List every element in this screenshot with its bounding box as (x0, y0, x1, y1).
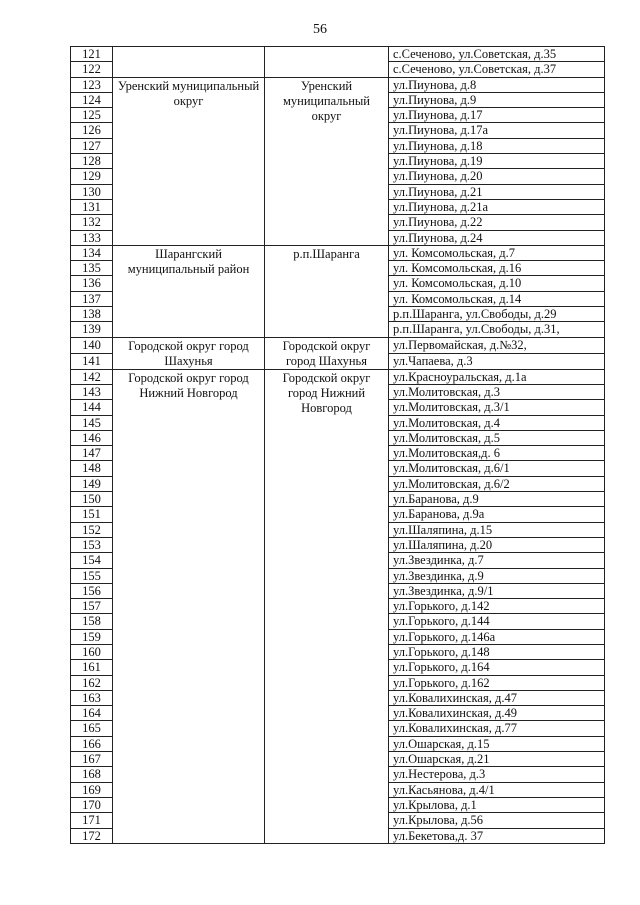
address-cell: ул.Молитовская, д.6/1 (389, 461, 605, 476)
address-cell: ул.Чапаева, д.3 (389, 353, 605, 369)
address-cell: ул.Ошарская, д.21 (389, 752, 605, 767)
address-cell: ул.Горького, д.162 (389, 675, 605, 690)
row-number: 147 (71, 446, 113, 461)
row-number: 144 (71, 400, 113, 415)
page-number: 56 (313, 22, 327, 37)
address-cell: ул.Крылова, д.1 (389, 797, 605, 812)
row-number: 136 (71, 276, 113, 291)
row-number: 123 (71, 77, 113, 92)
row-number: 160 (71, 644, 113, 659)
address-cell: ул.Пиунова, д.24 (389, 230, 605, 245)
row-number: 170 (71, 797, 113, 812)
row-number: 128 (71, 154, 113, 169)
row-number: 145 (71, 415, 113, 430)
address-cell: ул.Бекетова,д. 37 (389, 828, 605, 843)
row-number: 127 (71, 138, 113, 153)
address-cell: ул.Пиунова, д.18 (389, 138, 605, 153)
address-cell: ул.Пиунова, д.20 (389, 169, 605, 184)
address-cell: ул. Комсомольская, д.7 (389, 245, 605, 260)
row-number: 135 (71, 261, 113, 276)
address-cell: ул.Баранова, д.9а (389, 507, 605, 522)
row-number: 163 (71, 690, 113, 705)
row-number: 129 (71, 169, 113, 184)
address-cell: ул.Молитовская, д.6/2 (389, 476, 605, 491)
address-cell: ул.Пиунова, д.21а (389, 199, 605, 214)
locality-cell: Городской округ город Нижний Новгород (265, 369, 389, 843)
polling-address-table (70, 46, 605, 844)
row-number: 155 (71, 568, 113, 583)
address-cell: ул.Молитовская, д.4 (389, 415, 605, 430)
row-number: 166 (71, 736, 113, 751)
address-cell: ул.Пиунова, д.17 (389, 108, 605, 123)
table-row (71, 337, 605, 353)
row-number: 156 (71, 583, 113, 598)
address-cell: ул.Баранова, д.9 (389, 492, 605, 507)
row-number: 142 (71, 369, 113, 384)
district-cell: Городской округ город Шахунья (113, 337, 265, 369)
row-number: 162 (71, 675, 113, 690)
locality-cell: Городской округ город Шахунья (265, 337, 389, 369)
table-row (71, 47, 605, 62)
row-number: 153 (71, 537, 113, 552)
table-row (71, 369, 605, 384)
row-number: 167 (71, 752, 113, 767)
row-number: 139 (71, 322, 113, 337)
locality-cell (265, 47, 389, 78)
address-cell: ул.Горького, д.142 (389, 599, 605, 614)
address-cell: ул.Пиунова, д.9 (389, 92, 605, 107)
address-cell: ул.Ковалихинская, д.47 (389, 690, 605, 705)
row-number: 161 (71, 660, 113, 675)
address-cell: ул.Красноуральская, д.1а (389, 369, 605, 384)
address-cell: р.п.Шаранга, ул.Свободы, д.31, (389, 322, 605, 337)
address-cell: ул.Молитовская, д.3/1 (389, 400, 605, 415)
address-cell: ул.Нестерова, д.3 (389, 767, 605, 782)
row-number: 165 (71, 721, 113, 736)
district-cell: Шарангский муниципальный район (113, 245, 265, 337)
row-number: 122 (71, 62, 113, 77)
row-number: 138 (71, 307, 113, 322)
address-cell: ул.Ковалихинская, д.49 (389, 706, 605, 721)
address-cell: ул.Пиунова, д.22 (389, 215, 605, 230)
table-row (71, 77, 605, 92)
row-number: 164 (71, 706, 113, 721)
locality-cell: Уренский муниципальный округ (265, 77, 389, 245)
address-cell: ул.Первомайская, д.№32, (389, 337, 605, 353)
row-number: 146 (71, 430, 113, 445)
address-cell: ул.Молитовская, д.3 (389, 384, 605, 399)
row-number: 133 (71, 230, 113, 245)
row-number: 168 (71, 767, 113, 782)
row-number: 172 (71, 828, 113, 843)
row-number: 159 (71, 629, 113, 644)
row-number: 171 (71, 813, 113, 828)
row-number: 134 (71, 245, 113, 260)
address-cell: ул.Звездинка, д.7 (389, 553, 605, 568)
address-cell: ул.Звездинка, д.9 (389, 568, 605, 583)
address-cell: с.Сеченово, ул.Советская, д.37 (389, 62, 605, 77)
row-number: 157 (71, 599, 113, 614)
row-number: 143 (71, 384, 113, 399)
locality-cell: р.п.Шаранга (265, 245, 389, 337)
row-number: 126 (71, 123, 113, 138)
address-cell: ул.Пиунова, д.21 (389, 184, 605, 199)
address-cell: ул.Горького, д.164 (389, 660, 605, 675)
table-body (71, 47, 605, 844)
table-row (71, 245, 605, 260)
row-number: 158 (71, 614, 113, 629)
address-cell: ул.Пиунова, д.19 (389, 154, 605, 169)
row-number: 169 (71, 782, 113, 797)
address-cell: ул.Ошарская, д.15 (389, 736, 605, 751)
address-cell: ул.Молитовская,д. 6 (389, 446, 605, 461)
address-cell: ул.Молитовская, д.5 (389, 430, 605, 445)
row-number: 125 (71, 108, 113, 123)
address-cell: ул.Пиунова, д.17а (389, 123, 605, 138)
address-cell: ул. Комсомольская, д.14 (389, 291, 605, 306)
district-cell: Городской округ город Нижний Новгород (113, 369, 265, 843)
row-number: 151 (71, 507, 113, 522)
row-number: 124 (71, 92, 113, 107)
row-number: 141 (71, 353, 113, 369)
row-number: 148 (71, 461, 113, 476)
address-cell: ул.Пиунова, д.8 (389, 77, 605, 92)
address-cell: ул.Шаляпина, д.15 (389, 522, 605, 537)
district-cell: Уренский муниципальный округ (113, 77, 265, 245)
row-number: 131 (71, 199, 113, 214)
address-cell: ул.Шаляпина, д.20 (389, 537, 605, 552)
address-cell: р.п.Шаранга, ул.Свободы, д.29 (389, 307, 605, 322)
row-number: 121 (71, 47, 113, 62)
row-number: 149 (71, 476, 113, 491)
address-cell: с.Сеченово, ул.Советская, д.35 (389, 47, 605, 62)
address-cell: ул.Горького, д.144 (389, 614, 605, 629)
address-cell: ул.Звездинка, д.9/1 (389, 583, 605, 598)
row-number: 150 (71, 492, 113, 507)
row-number: 154 (71, 553, 113, 568)
address-cell: ул.Крылова, д.56 (389, 813, 605, 828)
row-number: 152 (71, 522, 113, 537)
address-cell: ул.Ковалихинская, д.77 (389, 721, 605, 736)
address-cell: ул.Касьянова, д.4/1 (389, 782, 605, 797)
row-number: 137 (71, 291, 113, 306)
address-cell: ул.Горького, д.148 (389, 644, 605, 659)
address-cell: ул. Комсомольская, д.16 (389, 261, 605, 276)
row-number: 132 (71, 215, 113, 230)
address-cell: ул. Комсомольская, д.10 (389, 276, 605, 291)
district-cell (113, 47, 265, 78)
row-number: 140 (71, 337, 113, 353)
row-number: 130 (71, 184, 113, 199)
address-cell: ул.Горького, д.146а (389, 629, 605, 644)
